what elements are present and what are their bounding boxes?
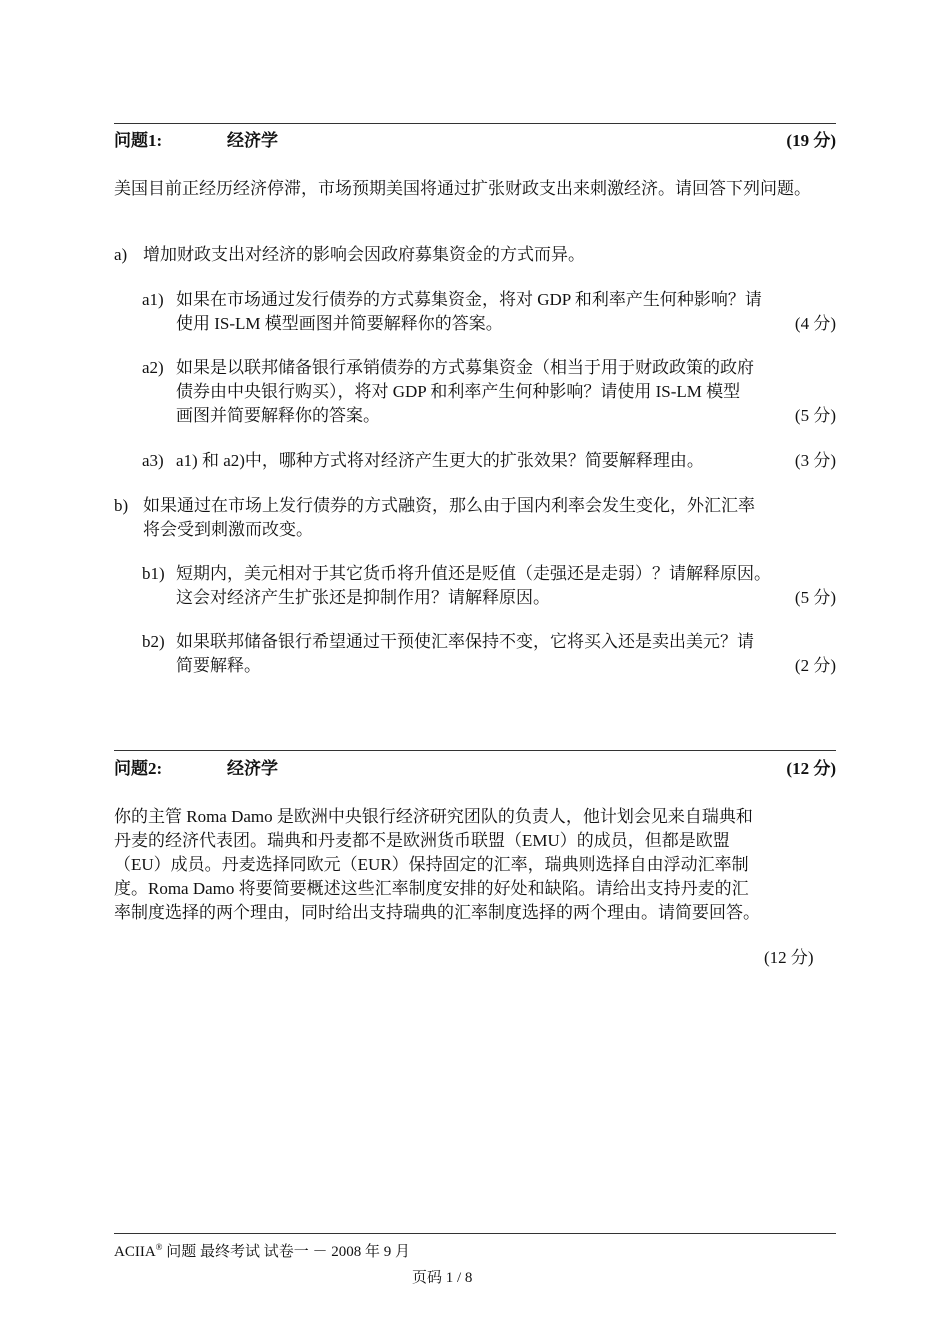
q2-line: 率制度选择的两个理由，同时给出支持瑞典的汇率制度选择的两个理由。请简要回答。 xyxy=(114,903,760,922)
q1-item-a1 xyxy=(142,288,836,336)
item-line: 债券由中央银行购买），将对 GDP 和利率产生何种影响？请使用 IS-LM 模型 xyxy=(176,382,741,401)
q2-top-rule xyxy=(114,750,836,751)
q1-subject: 经济学 xyxy=(227,131,278,150)
q2-points: (12 分) xyxy=(786,759,836,778)
footer-rule xyxy=(114,1233,836,1234)
q1-number: 问题1: xyxy=(114,131,163,150)
item-label: a) xyxy=(114,245,128,264)
item-label: b) xyxy=(114,496,129,515)
item-points: (3 分) xyxy=(794,451,836,470)
item-line: a1) 和 a2)中，哪种方式将对经济产生更大的扩张效果？简要解释理由。 xyxy=(176,451,704,470)
item-points: (5 分) xyxy=(794,588,836,607)
q1-item-b xyxy=(114,494,836,542)
item-line: 如果通过在市场上发行债券的方式融资，那么由于国内利率会发生变化，外汇汇率 xyxy=(143,496,755,515)
q2-line: （EU）成员。丹麦选择同欧元（EUR）保持固定的汇率，瑞典则选择自由浮动汇率制 xyxy=(114,855,749,874)
q2-line: 你的主管 Roma Damo 是欧洲中央银行经济研究团队的负责人，他计划会见来自瑞典和 xyxy=(114,807,753,826)
item-label: a3) xyxy=(142,451,164,470)
q2-subject: 经济学 xyxy=(227,759,278,778)
item-line: 这会对经济产生扩张还是抑制作用？请解释原因。 xyxy=(176,588,550,607)
q1-item-b1 xyxy=(142,562,848,610)
item-line: 短期内，美元相对于其它货币将升值还是贬值（走强还是走弱）？请解释原因。 xyxy=(176,564,771,583)
item-label: b2) xyxy=(142,632,165,651)
q2-header xyxy=(114,754,836,778)
item-label: a2) xyxy=(142,358,164,377)
footer-rest: 问题 最终考试 试卷一 － 2008 年 9 月 xyxy=(162,1244,411,1260)
item-line: 简要解释。 xyxy=(176,656,261,675)
footer-org: ACIIA xyxy=(114,1244,156,1260)
q1-item-a3 xyxy=(142,449,836,473)
item-label: a1) xyxy=(142,290,164,309)
item-line: 将会受到刺激而改变。 xyxy=(143,520,313,539)
q1-intro: 美国目前正经历经济停滞，市场预期美国将通过扩张财政支出来刺激经济。请回答下列问题。 xyxy=(114,179,811,198)
page-number: 页码 1 / 8 xyxy=(412,1270,473,1286)
q2-number: 问题2: xyxy=(114,759,163,778)
item-line: 如果联邦储备银行希望通过干预使汇率保持不变，它将买入还是卖出美元？请 xyxy=(176,632,754,651)
q2-body xyxy=(114,805,854,925)
q1-header xyxy=(114,126,836,150)
item-line: 如果在市场通过发行债券的方式募集资金，将对 GDP 和利率产生何种影响？请 xyxy=(176,290,762,309)
q1-item-b2 xyxy=(142,630,836,678)
q1-item-a2 xyxy=(142,356,836,428)
item-line: 画图并简要解释你的答案。 xyxy=(176,406,380,425)
q2-answer-points: (12 分) xyxy=(764,948,814,967)
item-points: (4 分) xyxy=(794,314,836,333)
q1-points: (19 分) xyxy=(786,131,836,150)
item-line: 使用 IS-LM 模型画图并简要解释你的答案。 xyxy=(176,314,503,333)
item-text: 增加财政支出对经济的影响会因政府募集资金的方式而异。 xyxy=(143,245,585,264)
footer-text xyxy=(114,1240,410,1261)
q1-top-rule xyxy=(114,123,836,124)
registered-mark: ® xyxy=(155,1242,163,1252)
q2-line: 度。Roma Damo 将要简要概述这些汇率制度安排的好处和缺陷。请给出支持丹麦的汇 xyxy=(114,879,749,898)
item-label: b1) xyxy=(142,564,165,583)
item-line: 如果是以联邦储备银行承销债券的方式募集资金（相当于用于财政政策的政府 xyxy=(176,358,754,377)
item-points: (5 分) xyxy=(794,406,836,425)
q2-line: 丹麦的经济代表团。瑞典和丹麦都不是欧洲货币联盟（EMU）的成员，但都是欧盟 xyxy=(114,831,730,850)
item-points: (2 分) xyxy=(794,656,836,675)
